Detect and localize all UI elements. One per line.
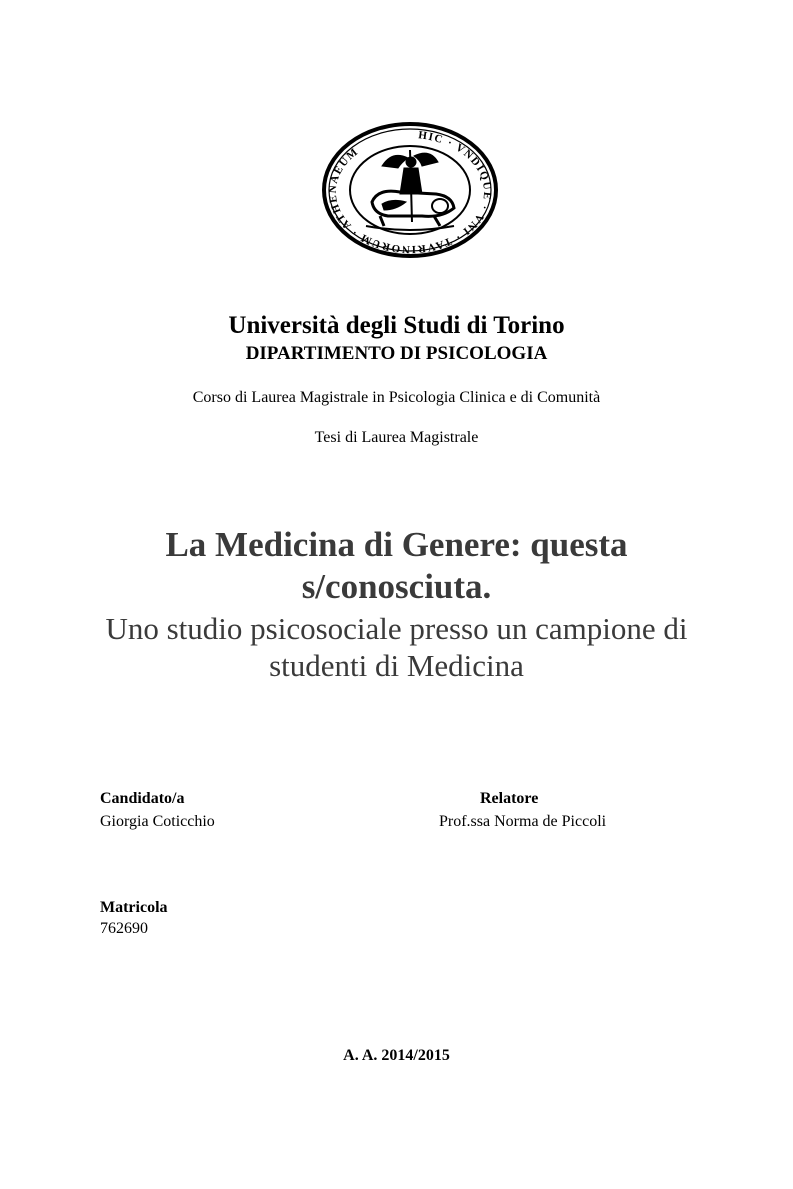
candidate-name: Giorgia Coticchio	[100, 813, 215, 830]
academic-year: A. A. 2014/2015	[343, 1047, 450, 1064]
thesis-title-line-1: La Medicina di Genere: questa	[165, 525, 628, 564]
thesis-title	[34, 524, 759, 608]
university-seal-icon	[322, 122, 498, 258]
thesis-title-line-2: s/conosciuta.	[301, 567, 492, 606]
advisor-label: Relatore	[480, 790, 539, 807]
seal-legend: HIC · VNDIQUE · VNI · TAVRINORUM · ATHENAEUM	[326, 129, 494, 256]
course-name: Corso di Laurea Magistrale in Psicologia Clinica e di Comunità	[192, 389, 601, 406]
thesis-subtitle	[34, 610, 759, 684]
thesis-subtitle-line-1: Uno studio psicosociale presso un campione di	[105, 611, 688, 646]
candidate-label: Candidato/a	[100, 790, 185, 807]
university-name: Università degli Studi di Torino	[228, 312, 565, 339]
department-name: DIPARTIMENTO DI PSICOLOGIA	[245, 343, 548, 364]
matricola-value: 762690	[100, 920, 148, 937]
thesis-type: Tesi di Laurea Magistrale	[314, 429, 479, 446]
thesis-subtitle-line-2: studenti di Medicina	[269, 648, 524, 683]
advisor-name: Prof.ssa Norma de Piccoli	[439, 813, 607, 830]
matricola-label: Matricola	[100, 899, 168, 916]
